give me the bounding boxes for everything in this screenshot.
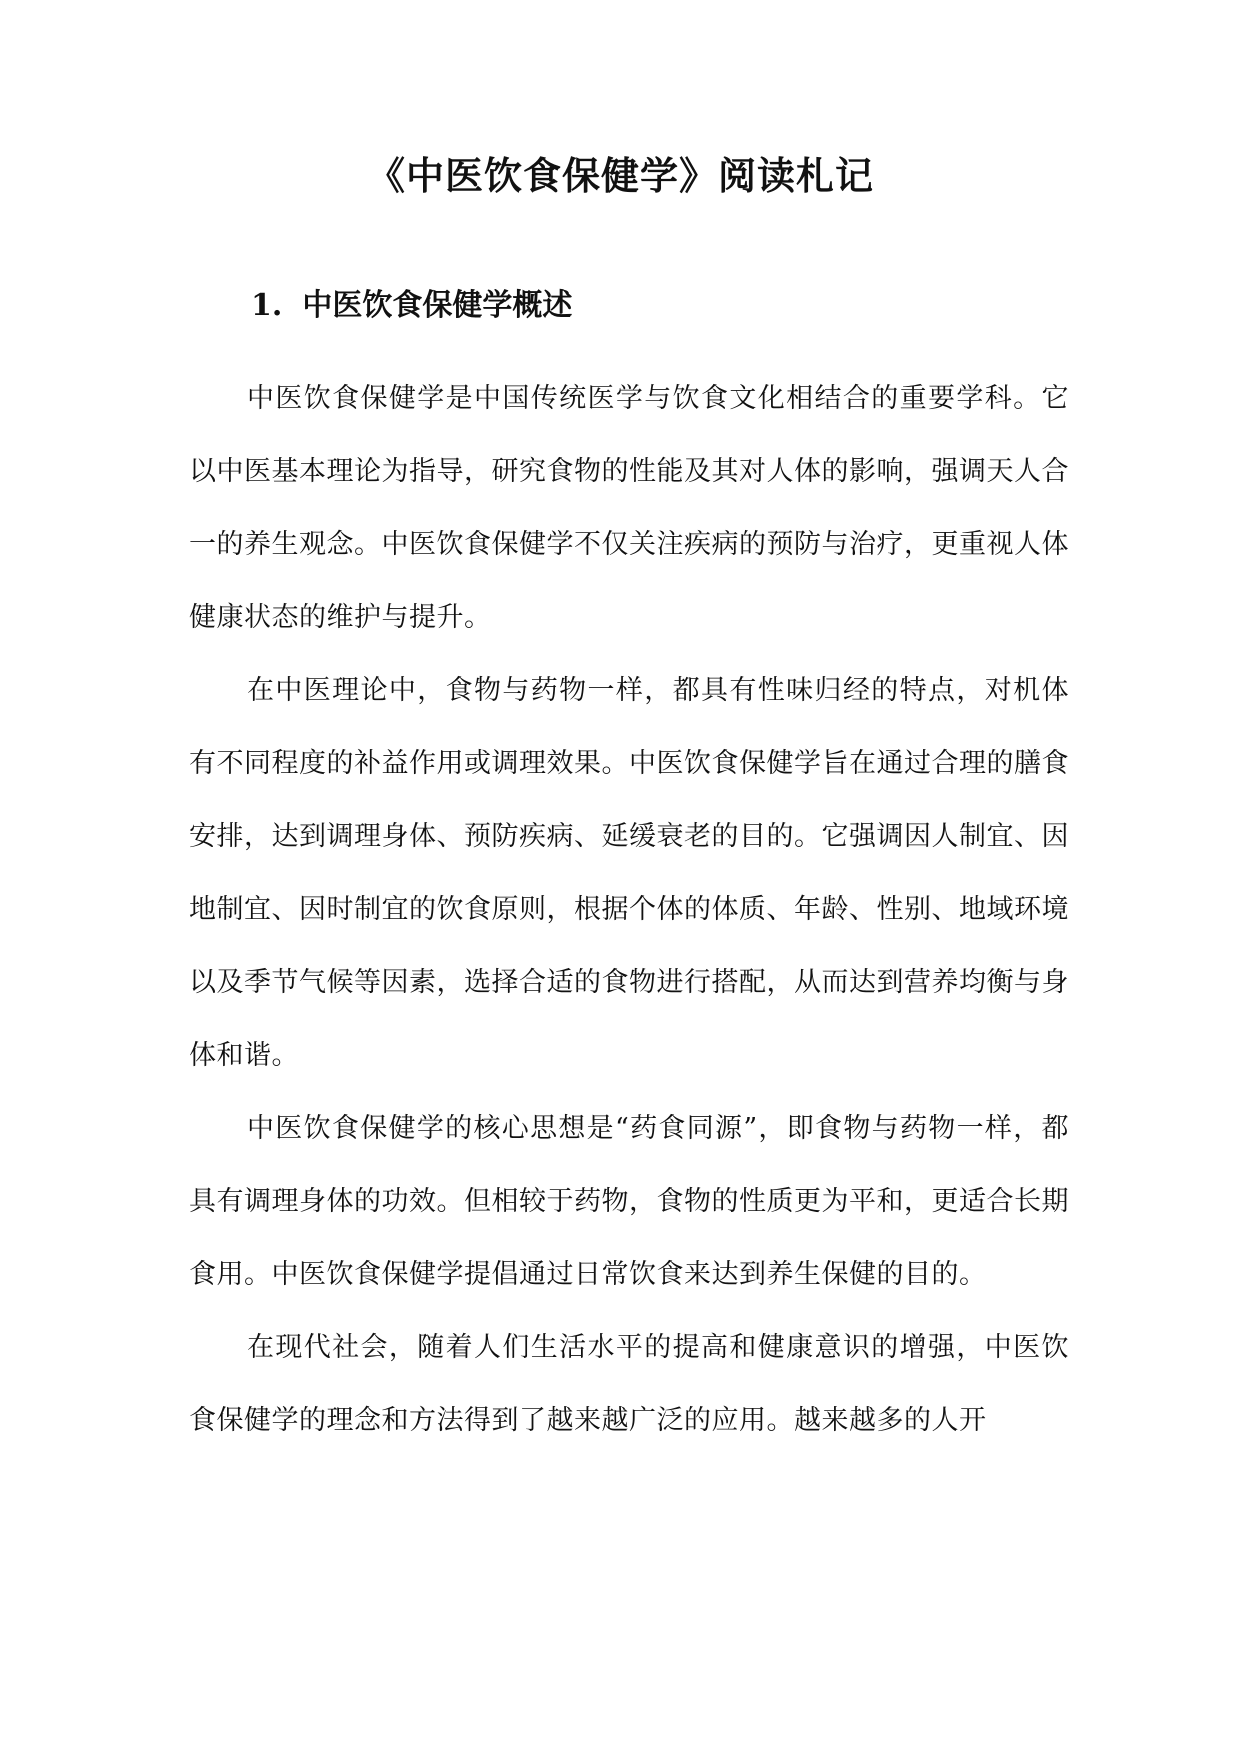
body-text xyxy=(189,362,1069,1457)
section-title: 中医饮食保健学概述 xyxy=(302,288,573,323)
paragraph: 在中医理论中，食物与药物一样，都具有性味归经的特点，对机体有不同程度的补益作用或调理效果。中医饮食保健学旨在通过合理的膳食安排，达到调理身体、预防疾病、延缓衰老的目的。它强调因人制宜、因地制宜、因时制宜的饮食原则，根据个体的体质、年龄、性别、地域环境以及季节气候等因素，选择合适的食物进行搭配，从而达到营养均衡与身体和谐。 xyxy=(189,675,1069,1071)
section-heading xyxy=(251,283,572,329)
section-number: 1. xyxy=(251,288,283,323)
paragraph: 中医饮食保健学是中国传统医学与饮食文化相结合的重要学科。它以中医基本理论为指导，研究食物的性能及其对人体的影响，强调天人合一的养生观念。中医饮食保健学不仅关注疾病的预防与治疗，更重视人体健康状态的维护与提升。 xyxy=(189,383,1069,633)
paragraph: 在现代社会，随着人们生活水平的提高和健康意识的增强，中医饮食保健学的理念和方法得到了越来越广泛的应用。越来越多的人开 xyxy=(189,1332,1069,1436)
document-title: 《中医饮食保健学》阅读札记 xyxy=(366,154,874,198)
paragraph: 中医饮食保健学的核心思想是“药食同源”，即食物与药物一样，都具有调理身体的功效。但相较于药物，食物的性质更为平和，更适合长期食用。中医饮食保健学提倡通过日常饮食来达到养生保健的目的。 xyxy=(189,1113,1069,1290)
